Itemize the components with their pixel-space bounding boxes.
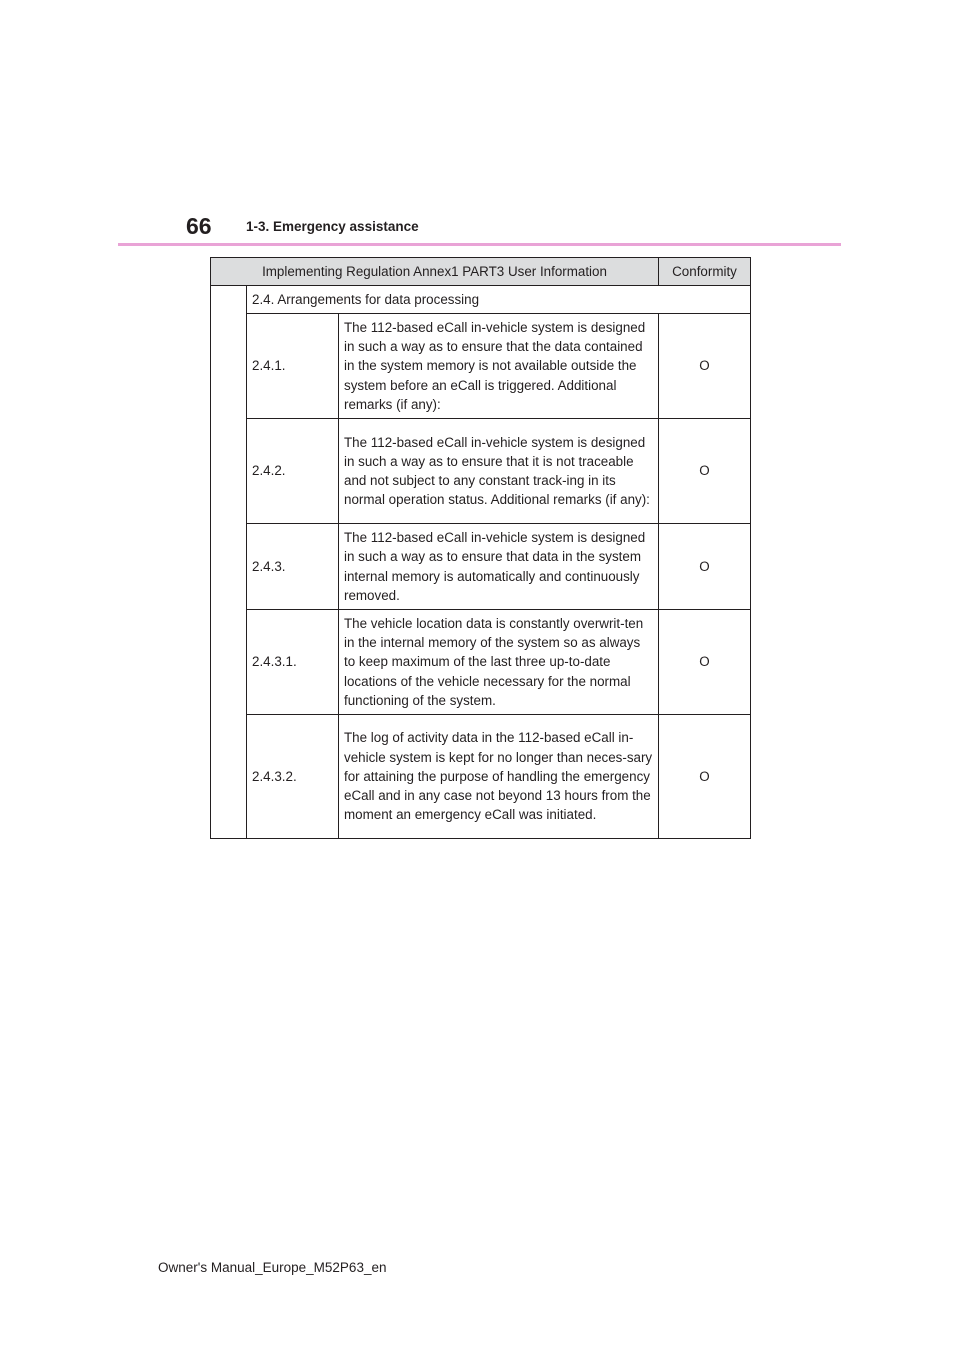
indent-cell bbox=[211, 286, 247, 839]
table-row bbox=[211, 314, 751, 419]
table-header-row bbox=[211, 258, 751, 286]
row-conformity: O bbox=[659, 610, 751, 715]
row-text: The log of activity data in the 112-based eCall in-vehicle system is kept for no longer than neces-sary for attaining the purpose of handling the emergency eCall and in any case not beyond 13 hours from the moment an emergency eCall was initiated. bbox=[339, 715, 659, 839]
header-divider bbox=[118, 243, 841, 246]
table-row bbox=[211, 610, 751, 715]
row-id: 2.4.1. bbox=[247, 314, 339, 419]
footer-document-id: Owner's Manual_Europe_M52P63_en bbox=[158, 1260, 387, 1275]
column-header-user-information: Implementing Regulation Annex1 PART3 User Information bbox=[211, 258, 659, 286]
table-subheading-row bbox=[211, 286, 751, 314]
table-row bbox=[211, 524, 751, 610]
row-conformity: O bbox=[659, 715, 751, 839]
table-row bbox=[211, 715, 751, 839]
user-information-table bbox=[210, 257, 751, 839]
table-row bbox=[211, 419, 751, 524]
row-conformity: O bbox=[659, 524, 751, 610]
section-title: 1-3. Emergency assistance bbox=[246, 219, 419, 234]
table-subheading: 2.4. Arrangements for data processing bbox=[247, 286, 751, 314]
row-text: The 112-based eCall in-vehicle system is designed in such a way as to ensure that data in the system internal memory is automatically and continuously removed. bbox=[339, 524, 659, 610]
page-number: 66 bbox=[186, 213, 212, 239]
column-header-conformity: Conformity bbox=[659, 258, 751, 286]
row-conformity: O bbox=[659, 419, 751, 524]
row-text: The 112-based eCall in-vehicle system is designed in such a way as to ensure that it is not traceable and not subject to any constant track-ing in its normal operation status. Additional remarks (if any): bbox=[339, 419, 659, 524]
row-id: 2.4.3.2. bbox=[247, 715, 339, 839]
row-text: The 112-based eCall in-vehicle system is designed in such a way as to ensure that the data contained in the system memory is not available outside the system before an eCall is triggered. Additional remarks (if any): bbox=[339, 314, 659, 419]
row-id: 2.4.2. bbox=[247, 419, 339, 524]
row-text: The vehicle location data is constantly overwrit-ten in the internal memory of the system so as always to keep maximum of the last three up-to-date locations of the vehicle necessary for the normal functioning of the system. bbox=[339, 610, 659, 715]
row-id: 2.4.3.1. bbox=[247, 610, 339, 715]
row-id: 2.4.3. bbox=[247, 524, 339, 610]
row-conformity: O bbox=[659, 314, 751, 419]
